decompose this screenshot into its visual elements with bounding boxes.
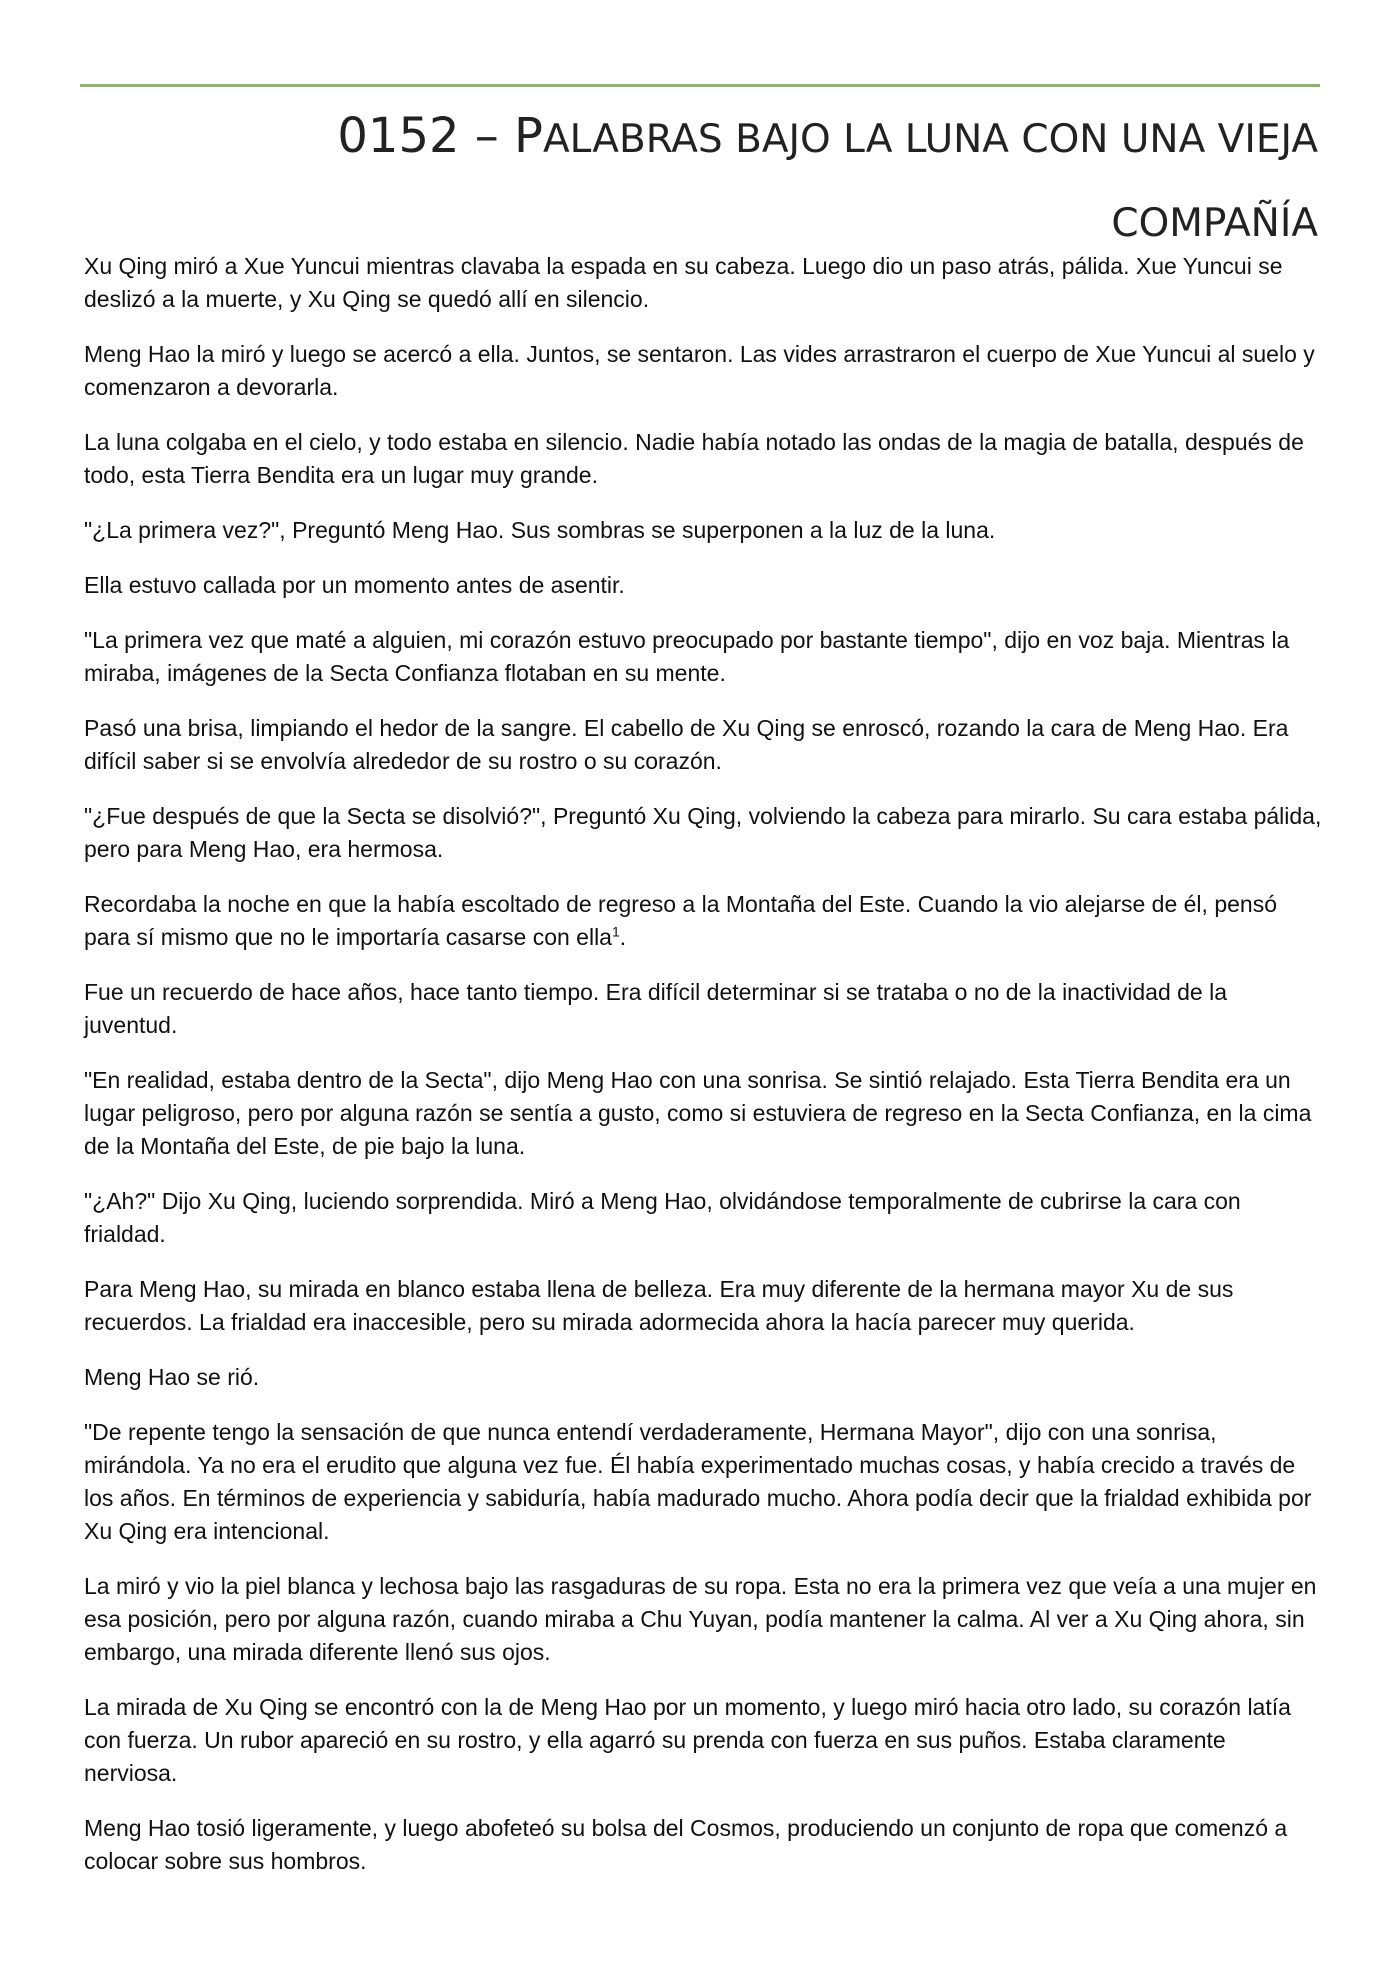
paragraph: Ella estuvo callada por un momento antes de asentir. — [84, 572, 625, 598]
paragraph: Meng Hao se rió. — [84, 1364, 260, 1390]
paragraph: "De repente tengo la sensación de que nunca entendí verdaderamente, Hermana Mayor", dijo con una sonrisa, mirándola. Ya no era el erudito que alguna vez fue. Él había experimentado muchas cosas, y había crecido a través de los años. En términos de experiencia y sabiduría, había madurado mucho. Ahora podía decir que la frialdad exhibida por Xu Qing era intencional. — [84, 1419, 1312, 1544]
paragraph: "¿Fue después de que la Secta se disolvió?", Preguntó Xu Qing, volviendo la cabeza para mirarlo. Su cara estaba pálida, pero para Meng Hao, era hermosa. — [84, 803, 1322, 862]
paragraph: Xu Qing miró a Xue Yuncui mientras clavaba la espada en su cabeza. Luego dio un paso atrás, pálida. Xue Yuncui se deslizó a la muerte, y Xu Qing se quedó allí en silencio. — [84, 253, 1283, 312]
paragraph: Pasó una brisa, limpiando el hedor de la sangre. El cabello de Xu Qing se enroscó, rozando la cara de Meng Hao. Era difícil saber si se envolvía alrededor de su rostro o su corazón. — [84, 715, 1289, 774]
title-line-2: COMPAÑÍA — [1111, 201, 1318, 246]
chapter-title — [140, 96, 1318, 264]
footnote-marker[interactable]: 1 — [611, 923, 620, 940]
title-initial: P — [514, 108, 543, 164]
paragraph: La miró y vio la piel blanca y lechosa bajo las rasgaduras de su ropa. Esta no era la primera vez que veía a una mujer en esa posición, pero por alguna razón, cuando miraba a Chu Yuyan, podía mantener la calma. Al ver a Xu Qing ahora, sin embargo, una mirada diferente llenó sus ojos. — [84, 1573, 1317, 1665]
chapter-body — [84, 250, 1324, 1900]
paragraph: Meng Hao tosió ligeramente, y luego abofeteó su bolsa del Cosmos, produciendo un conjunto de ropa que comenzó a colocar sobre sus hombros. — [84, 1815, 1288, 1874]
paragraph: Meng Hao la miró y luego se acercó a ella. Juntos, se sentaron. Las vides arrastraron el cuerpo de Xue Yuncui al suelo y comenzaron a devorarla. — [84, 341, 1315, 400]
paragraph-text: Recordaba la noche en que la había escoltado de regreso a la Montaña del Este. Cuando la vio alejarse de él, pensó para sí mismo que no le importaría casarse con ella — [84, 891, 1277, 950]
paragraph-with-footnote — [84, 888, 1324, 954]
header-rule — [80, 84, 1320, 87]
paragraph: "La primera vez que maté a alguien, mi corazón estuvo preocupado por bastante tiempo", dijo en voz baja. Mientras la miraba, imágenes de la Secta Confianza flotaban en su mente. — [84, 627, 1290, 686]
paragraph: Fue un recuerdo de hace años, hace tanto tiempo. Era difícil determinar si se trataba o no de la inactividad de la juventud. — [84, 979, 1228, 1038]
paragraph: La luna colgaba en el cielo, y todo estaba en silencio. Nadie había notado las ondas de la magia de batalla, después de todo, esta Tierra Bendita era un lugar muy grande. — [84, 429, 1304, 488]
paragraph: Para Meng Hao, su mirada en blanco estaba llena de belleza. Era muy diferente de la hermana mayor Xu de sus recuerdos. La frialdad era inaccesible, pero su mirada adormecida ahora la hacía parecer muy querida. — [84, 1276, 1234, 1335]
paragraph: La mirada de Xu Qing se encontró con la de Meng Hao por un momento, y luego miró hacia otro lado, su corazón latía con fuerza. Un rubor apareció en su rostro, y ella agarró su prenda con fuerza en sus puños. Estaba claramente nerviosa. — [84, 1694, 1291, 1786]
paragraph: "En realidad, estaba dentro de la Secta", dijo Meng Hao con una sonrisa. Se sintió relajado. Esta Tierra Bendita era un lugar peligroso, pero por alguna razón se sentía a gusto, como si estuviera de regreso en la Secta Confianza, en la cima de la Montaña del Este, de pie bajo la luna. — [84, 1067, 1312, 1159]
chapter-number: 0152 – — [337, 108, 515, 164]
paragraph-end: . — [619, 924, 627, 950]
paragraph: "¿Ah?" Dijo Xu Qing, luciendo sorprendida. Miró a Meng Hao, olvidándose temporalmente de cubrirse la cara con frialdad. — [84, 1188, 1241, 1247]
paragraph: "¿La primera vez?", Preguntó Meng Hao. Sus sombras se superponen a la luz de la luna. — [84, 517, 996, 543]
title-line-1: ALABRAS BAJO LA LUNA CON UNA VIEJA — [542, 117, 1318, 162]
